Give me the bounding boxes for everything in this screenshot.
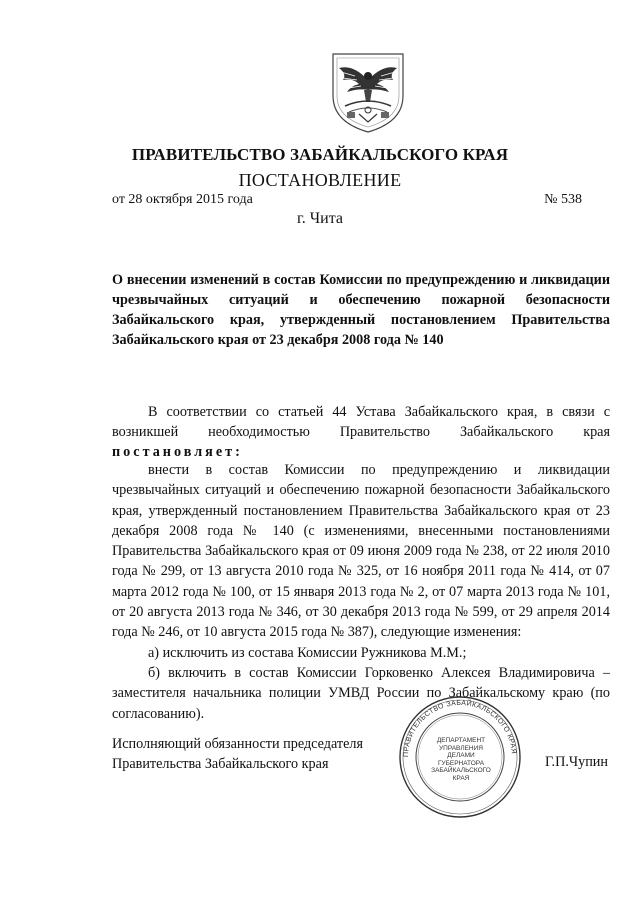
government-name: ПРАВИТЕЛЬСТВО ЗАБАЙКАЛЬСКОГО КРАЯ	[131, 145, 509, 164]
resolves-word: постановляет:	[112, 444, 243, 460]
resolution-body	[112, 460, 610, 724]
document-date: от 28 октября 2015 года	[112, 192, 253, 207]
seal-inner-text	[428, 737, 494, 782]
seal-inner-line: КРАЯ	[452, 774, 470, 782]
preamble	[112, 402, 610, 462]
resolution-item-a: а) исключить из состава Комиссии Ружникова М.М.;	[148, 644, 467, 661]
signatory-position-line2: Правительства Забайкальского края	[112, 756, 329, 772]
document-number: № 538	[544, 192, 582, 207]
coat-of-arms-icon	[325, 50, 411, 134]
resolution-main-paragraph: внести в состав Комиссии по предупреждению и ликвидации чрезвычайных ситуаций и обеспечению пожарной безопасности Забайкальского края, утвержденный постановлением Правительства Забайкальского края от 23 декабря 2008 года № 140 (с изменениями, внесенными постановлениями Правительства Забайкальского края от 09 июня 2009 года № 238, от 22 июля 2010 года № 299, от 13 августа 2010 года № 325, от 16 ноября 2011 года № 414, от 07 марта 2012 года № 100, от 15 января 2013 года № 2, от 07 марта 2013 года № 101, от 20 августа 2013 года № 346, от 30 декабря 2013 года № 599, от 29 апреля 2014 года № 246, от 10 августа 2015 года № 387), следующие изменения:	[112, 462, 610, 641]
preamble-text: В соответствии со статьей 44 Устава Забайкальского края, в связи с возникшей необходимостью Правительство Забайкальского края	[112, 404, 610, 440]
document-city: г. Чита	[296, 210, 343, 227]
signatory-position	[112, 734, 363, 774]
seal-inner-line: УПРАВЛЕНИЯ	[439, 744, 483, 752]
document-type: ПОСТАНОВЛЕНИЕ	[238, 170, 402, 190]
signatory-position-line1: Исполняющий обязанности председателя	[112, 736, 363, 752]
seal-inner-line: ДЕПАРТАМЕНТ	[436, 737, 486, 744]
seal-inner-line: ГУБЕРНАТОРА	[437, 759, 485, 767]
seal-inner-line: ЗАБАЙКАЛЬСКОГО	[431, 767, 491, 774]
seal-inner-line: ДЕЛАМИ	[447, 752, 475, 759]
signatory-name: Г.П.Чупин	[544, 754, 608, 770]
document-title: О внесении изменений в состав Комиссии по предупреждению и ликвидации чрезвычайных ситуаций и обеспечению пожарной безопасности Забайкальского края, утвержденный постановлением Правительства Забайкальского края от 23 декабря 2008 года № 140	[112, 272, 610, 348]
resolution-item-b: б) включить в состав Комиссии Горковенко Алексея Владимировича – заместителя начальника полиции УМВД России по Забайкальскому краю (по согласованию).	[112, 664, 610, 722]
seal-ring-text: ПРАВИТЕЛЬСТВО ЗАБАЙКАЛЬСКОГО КРАЯ	[402, 699, 517, 758]
